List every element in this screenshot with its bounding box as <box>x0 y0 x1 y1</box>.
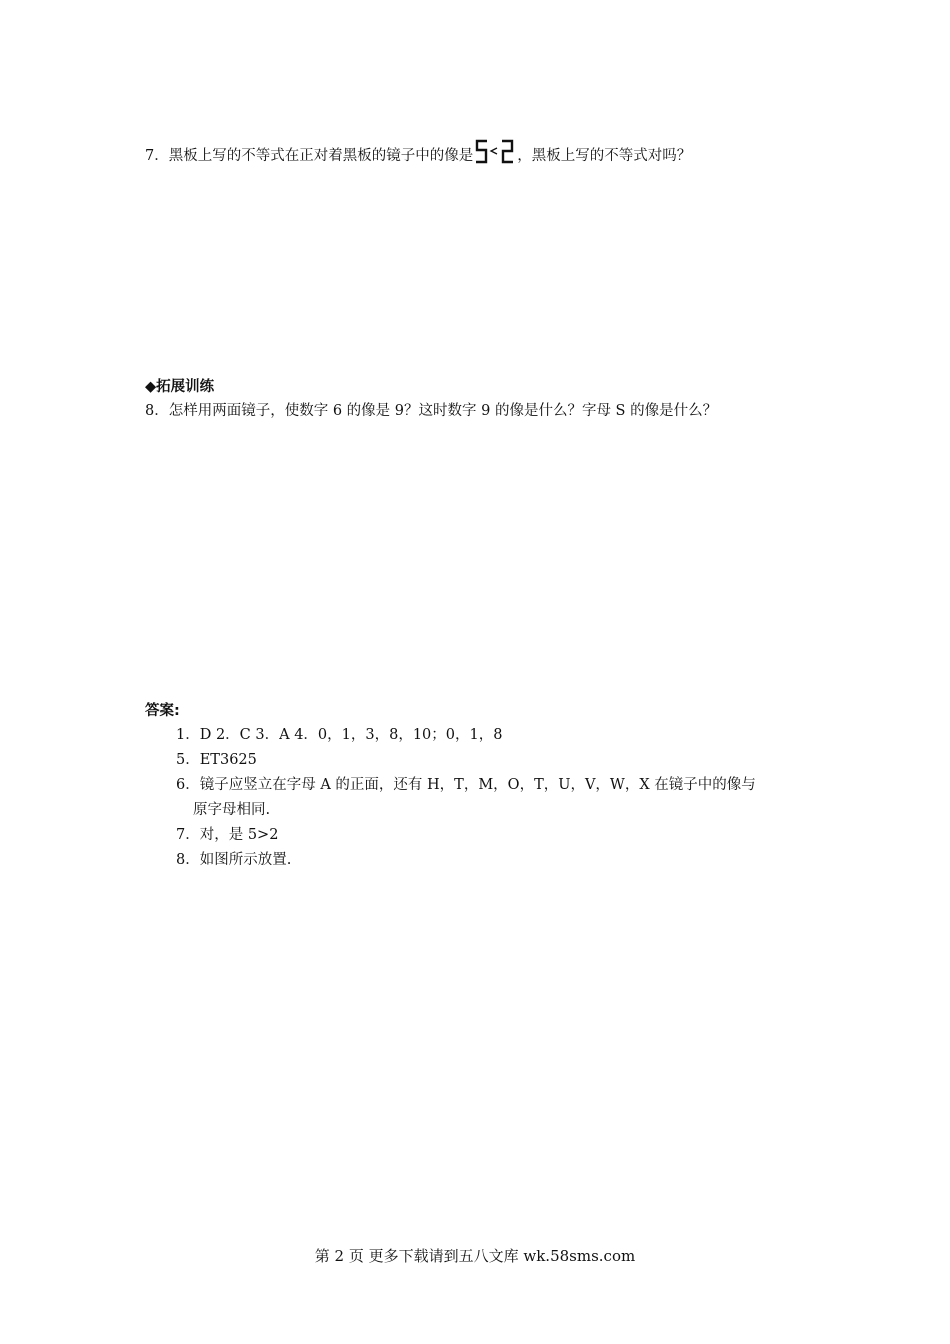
question-7-text-after: ，黑板上写的不等式对吗？ <box>517 148 692 164</box>
question-7 <box>145 138 691 172</box>
answers-heading: 答案: <box>145 703 180 719</box>
answer-line: 8．如图所示放置. <box>176 852 292 868</box>
page-footer: 第 2 页 更多下载请到五八文库 wk.58sms.com <box>314 1247 636 1265</box>
question-8: 8．怎样用两面镜子，使数字 6 的像是 9？这时数字 9 的像是什么？字母 S 的像是什么？ <box>145 403 718 419</box>
mirrored-inequality-image <box>474 138 516 172</box>
section-heading-extension: ◆拓展训练 <box>145 379 215 395</box>
answer-line: 原字母相同. <box>193 802 271 818</box>
question-7-text-before: 7．黑板上写的不等式在正对着黑板的镜子中的像是 <box>145 148 474 164</box>
answer-line: 6．镜子应竖立在字母 A 的正面，还有 H，T，M，O，T，U，V，W，X 在镜子中的像与 <box>176 777 756 793</box>
answer-line: 1．D 2．C 3．A 4．0，1，3，8，10；0，1，8 <box>176 727 503 743</box>
answer-line: 5．ET3625 <box>176 752 257 768</box>
answer-line: 7．对，是 5>2 <box>176 827 279 843</box>
